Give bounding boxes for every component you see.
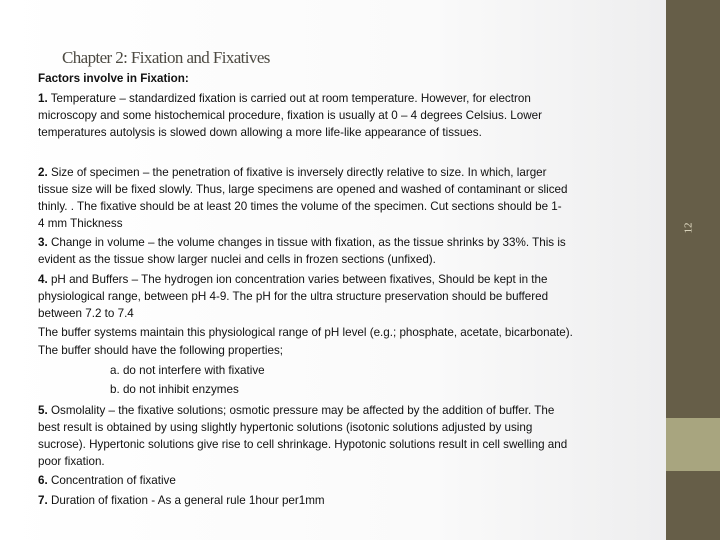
line-text: 4 mm Thickness	[38, 216, 123, 230]
body-line	[38, 403, 554, 417]
line-text: The buffer should have the following properties;	[38, 343, 284, 357]
line-heading: 5.	[38, 403, 48, 417]
body-line	[38, 165, 547, 179]
line-text: pH and Buffers – The hydrogen ion concentration varies between fixatives, Should be kept in the	[47, 272, 548, 286]
sidebar-accent-band	[666, 418, 720, 471]
line-text: Duration of fixation - As a general rule 1hour per1mm	[47, 493, 325, 507]
line-heading: 6.	[38, 473, 48, 487]
line-text: Temperature – standardized fixation is carried out at room temperature. However, for electron	[47, 91, 531, 105]
body-line	[38, 272, 547, 286]
line-text: thinly. . The fixative should be at least 20 times the volume of the specimen. Cut sections should be 1-	[38, 199, 562, 213]
line-text: physiological range, between pH 4-9. The pH for the ultra structure preservation should be buffered	[38, 289, 549, 303]
body-line	[38, 108, 542, 122]
line-text: evident as the tissue show larger nuclei and cells in frozen sections (unfixed).	[38, 252, 436, 266]
body-line	[110, 382, 239, 396]
line-heading: 2.	[38, 165, 48, 179]
line-text: b. do not inhibit enzymes	[110, 382, 239, 396]
line-text: best result is obtained by using slightly hypertonic solutions (isotonic solutions adjusted by using	[38, 420, 533, 434]
body-line	[110, 363, 265, 377]
body-line	[38, 71, 189, 85]
body-line	[38, 216, 123, 230]
body-line	[38, 325, 573, 339]
line-heading: 1.	[38, 91, 48, 105]
line-heading: Factors involve in Fixation:	[38, 71, 189, 85]
line-text: Change in volume – the volume changes in tissue with fixation, as the tissue shrinks by 33%. This is	[47, 235, 566, 249]
body-line	[38, 182, 567, 196]
body-line	[38, 199, 562, 213]
body-line	[38, 91, 531, 105]
line-heading: 3.	[38, 235, 48, 249]
body-line	[38, 493, 325, 507]
body-line	[38, 289, 548, 303]
body-line	[38, 235, 566, 249]
line-text: sucrose). Hypertonic solutions give rise to cell shrinkage. Hypotonic solutions result in cell swelling and	[38, 437, 568, 451]
body-line	[38, 454, 105, 468]
body-line	[38, 252, 436, 266]
line-text: Concentration of fixative	[47, 473, 176, 487]
body-line	[38, 306, 134, 320]
line-text: a. do not interfere with fixative	[110, 363, 265, 377]
line-heading: 4.	[38, 272, 48, 286]
line-text: Size of specimen – the penetration of fixative is inversely directly relative to size. In which, larger	[47, 165, 547, 179]
line-heading: 7.	[38, 493, 48, 507]
body-line	[38, 420, 532, 434]
line-text: poor fixation.	[38, 454, 105, 468]
line-text: between 7.2 to 7.4	[38, 306, 134, 320]
line-text: temperatures autolysis is slowed down allowing a more life-like appearance of tissues.	[38, 125, 482, 139]
line-text: microscopy and some histochemical procedure, fixation is usually at 0 – 4 degrees Celsius. Lower	[38, 108, 543, 122]
body-line	[38, 437, 567, 451]
line-text: Osmolality – the fixative solutions; osmotic pressure may be affected by the addition of buffer. The	[47, 403, 555, 417]
line-text: tissue size will be fixed slowly. Thus, large specimens are opened and washed of contaminant or sliced	[38, 182, 568, 196]
body-line	[38, 125, 482, 139]
line-text: The buffer systems maintain this physiological range of pH level (e.g.; phosphate, acetate, bicarbonate).	[38, 325, 573, 339]
slide-title: Chapter 2: Fixation and Fixatives	[62, 48, 270, 67]
page-number: 12	[682, 222, 695, 234]
body-line	[38, 473, 176, 487]
body-line	[38, 343, 283, 357]
